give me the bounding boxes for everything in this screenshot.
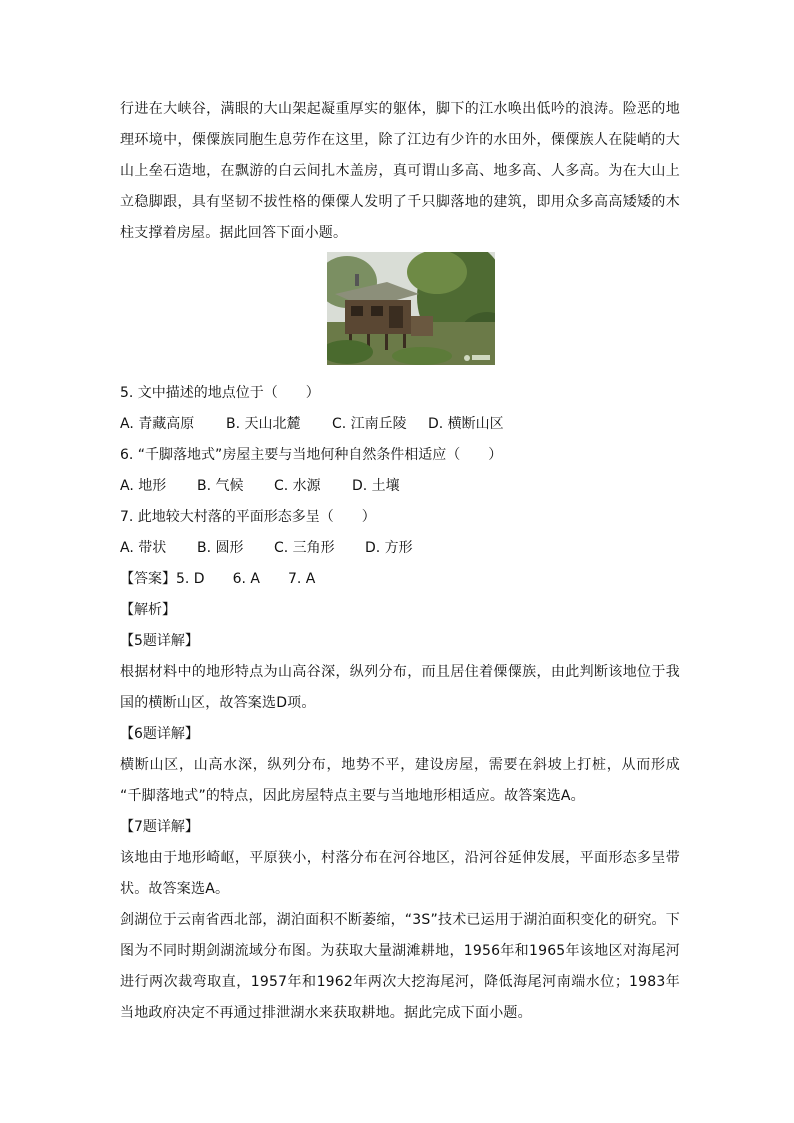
options-row (120, 533, 680, 564)
option-b: B. 天山北麓 (226, 416, 301, 432)
option-d: D. 土壤 (352, 478, 400, 494)
answer-label: 【答案】 (120, 571, 176, 587)
question-stem: 7. 此地较大村落的平面形态多呈（ ） (120, 509, 376, 525)
detail-7-label: 【7题详解】 (120, 819, 199, 835)
question-6 (120, 440, 680, 502)
detail-7-text: 该地由于地形崎岖，平原狭小，村落分布在河谷地区，沿河谷延伸发展，平面形态多呈带状。故答案选A。 (120, 850, 680, 897)
detail-5-text: 根据材料中的地形特点为山高谷深，纵列分布，而且居住着傈僳族，由此判断该地位于我国的横断山区，故答案选D项。 (120, 664, 680, 711)
question-7 (120, 502, 680, 564)
answer-line (120, 564, 680, 595)
option-c: C. 水源 (274, 478, 321, 494)
stilt-house-photo (327, 252, 495, 365)
option-c: C. 江南丘陵 (332, 416, 407, 432)
option-b: B. 气候 (197, 478, 244, 494)
question-5 (120, 378, 680, 440)
answer-text: 5. D 6. A 7. A (176, 571, 316, 587)
options-row (120, 471, 680, 502)
option-a: A. 青藏高原 (120, 416, 195, 432)
detail-6-label: 【6题详解】 (120, 726, 199, 742)
intro-paragraph: 行进在大峡谷，满眼的大山架起凝重厚实的躯体，脚下的江水唤出低吟的浪涛。险恶的地理环境中，傈僳族同胞生息劳作在这里，除了江边有少许的水田外，傈僳族人在陡峭的大山上垒石造地，在飘游的白云间扎木盖房，真可谓山多高、地多高、人多高。为在大山上立稳脚跟，具有坚韧不拔性格的傈僳人发明了千只脚落地的建筑，即用众多高高矮矮的木柱支撑着房屋。据此回答下面小题。 (120, 101, 680, 241)
option-d: D. 方形 (365, 540, 413, 556)
detail-6-text: 横断山区，山高水深，纵列分布，地势不平，建设房屋，需要在斜坡上打桩，从而形成 “千脚落地式”的特点，因此房屋特点主要与当地地形相适应。故答案选A。 (120, 757, 680, 804)
option-b: B. 圆形 (197, 540, 244, 556)
options-row (120, 409, 680, 440)
question-stem: 5. 文中描述的地点位于（ ） (120, 385, 320, 401)
photo-container (120, 252, 680, 370)
question-stem: 6. “千脚落地式”房屋主要与当地何种自然条件相适应（ ） (120, 447, 503, 463)
option-c: C. 三角形 (274, 540, 335, 556)
next-intro-paragraph: 剑湖位于云南省西北部，湖泊面积不断萎缩，“3S”技术已运用于湖泊面积变化的研究。下图为不同时期剑湖流域分布图。为获取大量湖滩耕地，1956年和1965年该地区对海尾河进行两次裁弯取直，1957年和1962年两次大挖海尾河，降低海尾河南端水位；1983年当地政府决定不再通过排泄湖水来获取耕地。据此完成下面小题。 (120, 912, 680, 1021)
document-page (120, 94, 680, 1029)
analysis-label: 【解析】 (120, 602, 176, 618)
detail-5-label: 【5题详解】 (120, 633, 199, 649)
option-a: A. 带状 (120, 540, 167, 556)
option-a: A. 地形 (120, 478, 167, 494)
option-d: D. 横断山区 (428, 416, 504, 432)
